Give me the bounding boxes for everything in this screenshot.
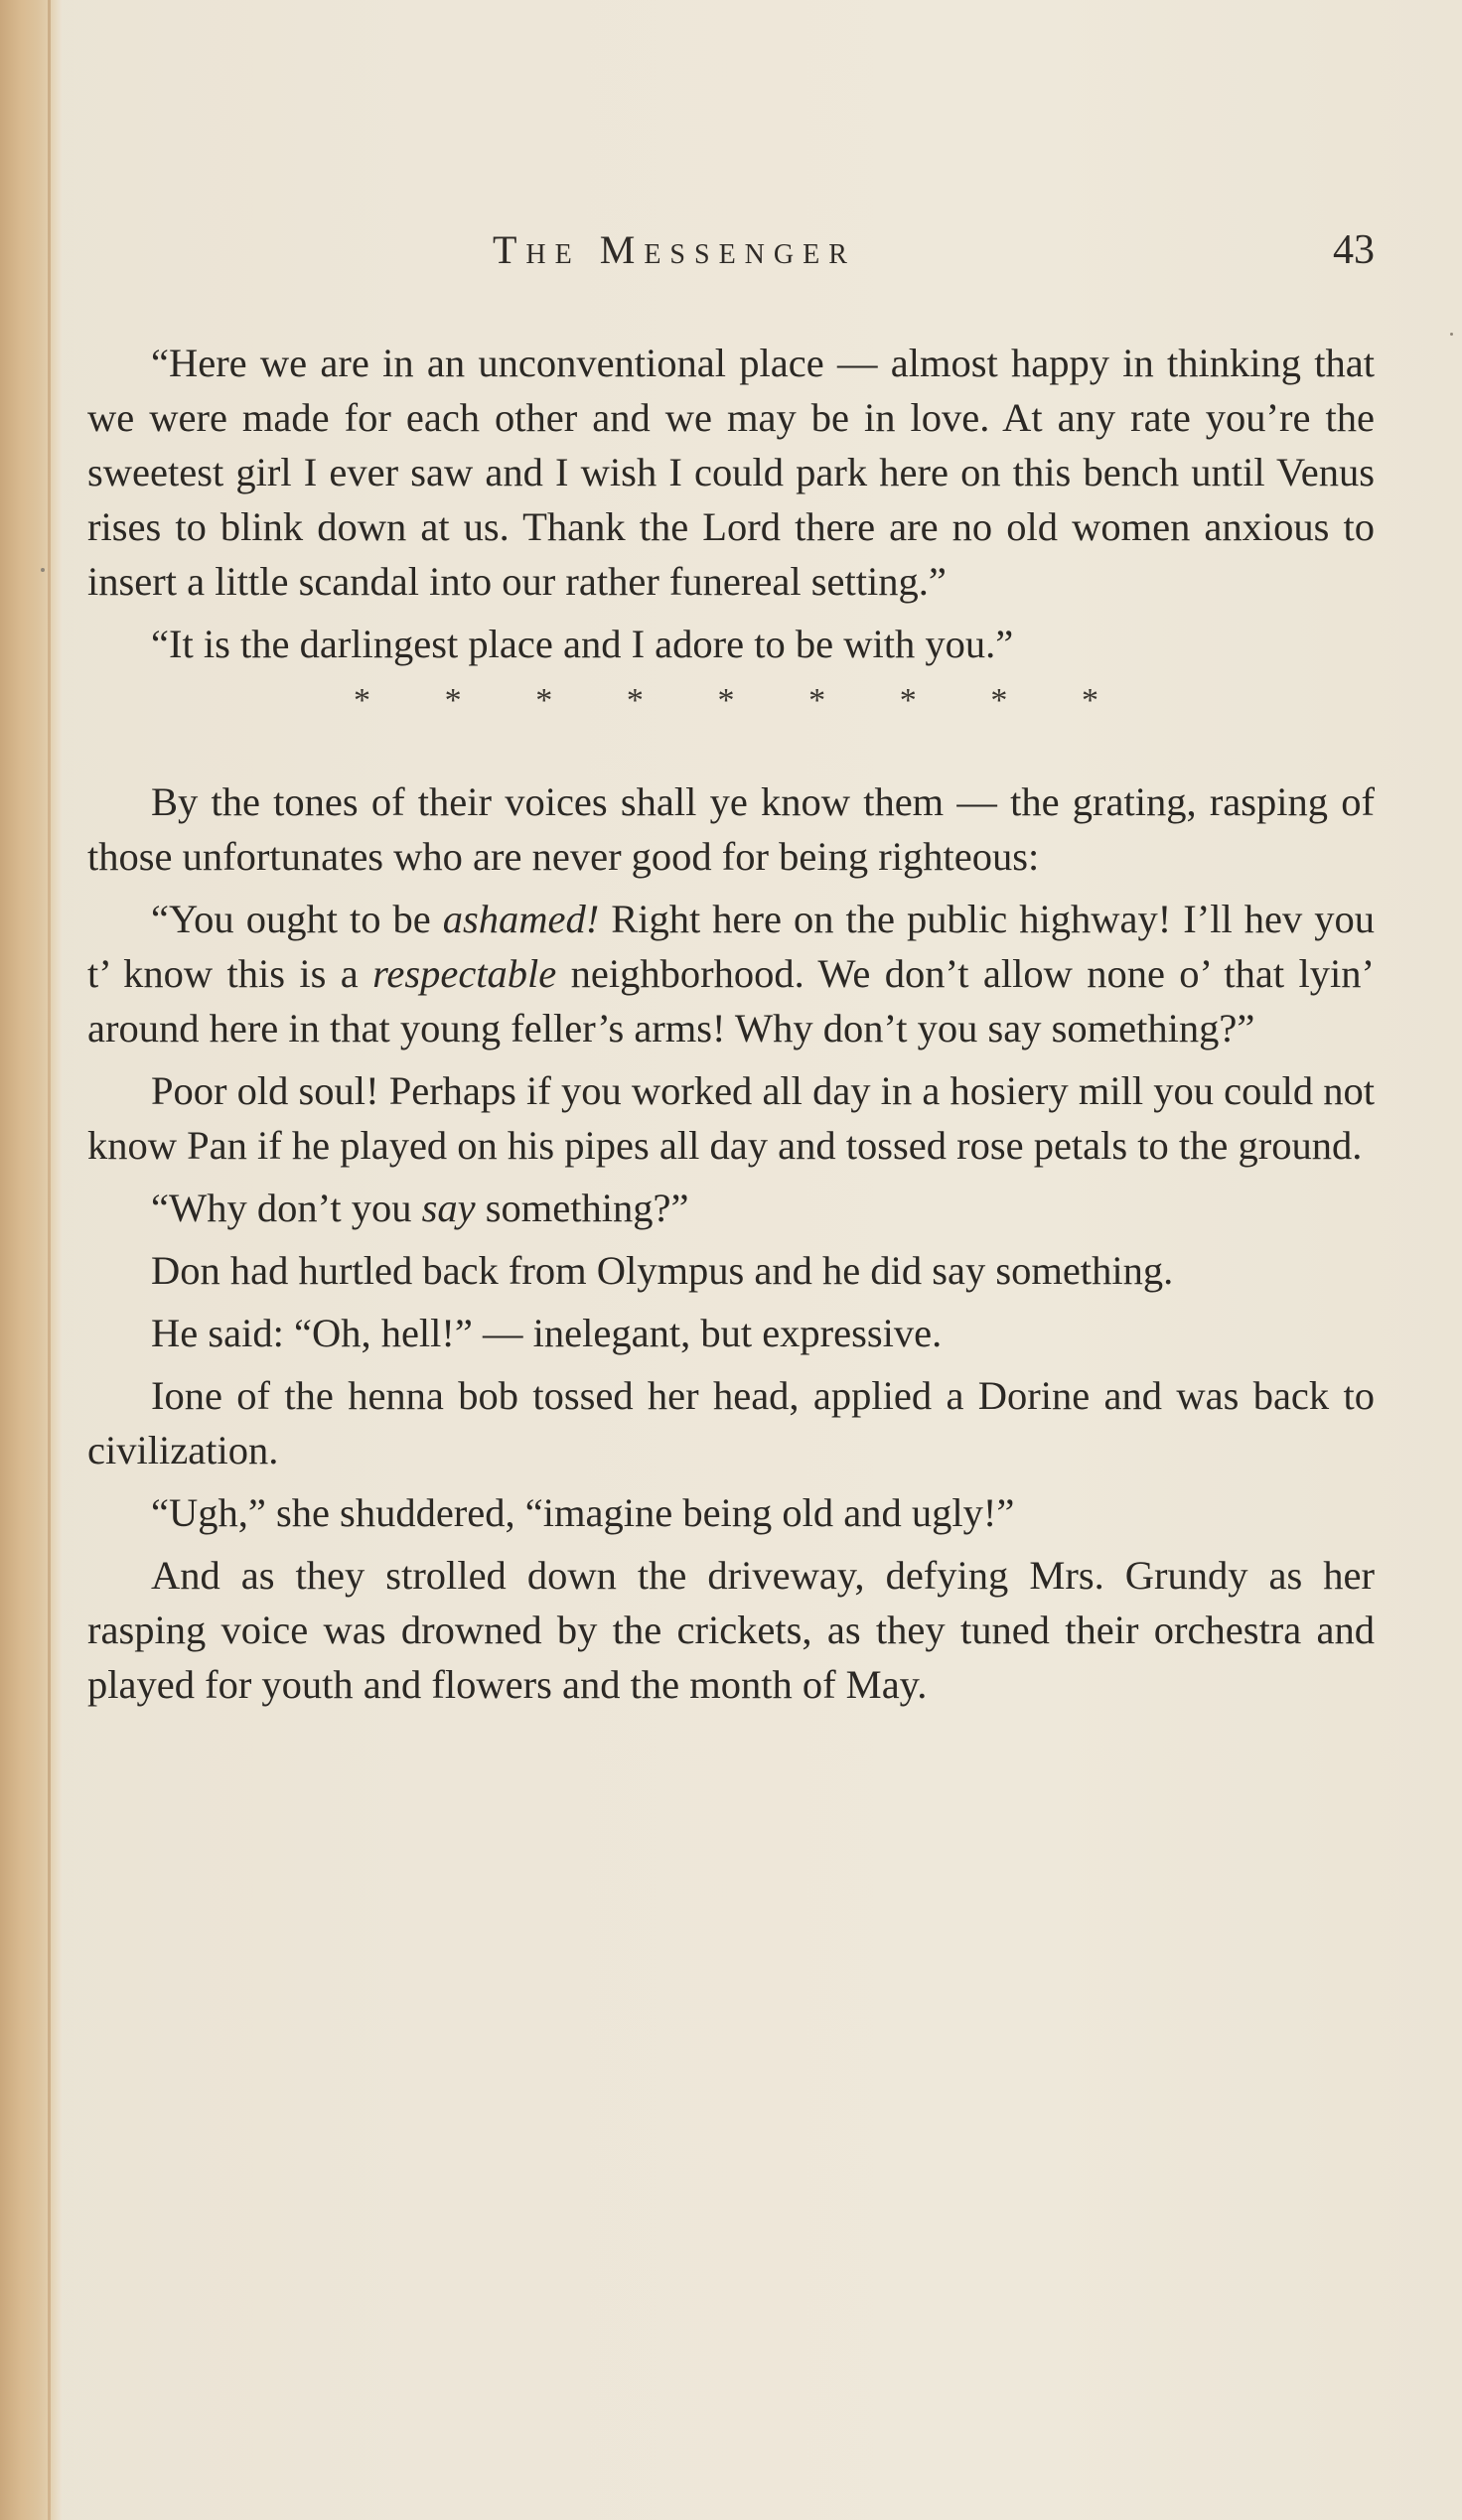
paragraph: “Here we are in an unconventional place — almost happy in thinking that we were made for each other and we may be in love. At any rate you’re the sweetest girl I ever saw and I wish I could park here on this bench until Venus rises to blink down at us. Thank the Lord there are no old women anxious to insert a little scandal into our rather funereal setting.”: [87, 341, 1375, 604]
paragraph: And as they strolled down the driveway, defying Mrs. Grundy as her rasping voice was drowned by the crickets, as they tuned their orchestra and played for youth and flowers and the month of May.: [87, 1553, 1375, 1707]
asterisk: *: [808, 682, 826, 719]
asterisk: *: [990, 682, 1008, 719]
running-title: The Messenger: [493, 227, 856, 272]
text-run: something?”: [475, 1186, 689, 1230]
paragraph: “Ugh,” she shuddered, “imagine being old and ugly!”: [151, 1490, 1015, 1535]
asterisk: *: [1082, 682, 1098, 719]
asterisk: *: [354, 682, 370, 719]
paragraph: By the tones of their voices shall ye know them — the grating, rasping of those unfortunates who are never good for being righteous:: [87, 779, 1375, 879]
running-header: [87, 226, 1375, 282]
asterisk: *: [899, 682, 917, 719]
text-run: Right here on the public highway! I’ll hev you t’ know this is a: [87, 897, 1375, 996]
paper-speck: [1450, 333, 1453, 336]
book-spine-edge: [0, 0, 62, 2520]
section-break-asterisks: [354, 679, 1098, 723]
italic-text: respectable: [372, 951, 557, 996]
asterisk: *: [535, 682, 553, 719]
text-run: “You ought to be: [151, 897, 443, 941]
paragraph: Poor old soul! Perhaps if you worked all day in a hosiery mill you could not know Pan if he played on his pipes all day and tossed rose petals to the ground.: [87, 1068, 1375, 1168]
paragraph: He said: “Oh, hell!” — inelegant, but expressive.: [151, 1311, 943, 1355]
paragraph: “It is the darlingest place and I adore to be with you.”: [151, 622, 1014, 666]
paragraph: [87, 1181, 1375, 1235]
asterisk: *: [444, 682, 462, 719]
page-number: 43: [1333, 227, 1375, 273]
italic-text: ashamed!: [442, 897, 600, 941]
spine-shadow: [48, 0, 51, 2520]
paragraph: Don had hurtled back from Olympus and he did say something.: [151, 1248, 1174, 1293]
text-run: “Why don’t you: [151, 1186, 422, 1230]
text-run: neighborhood. We don’t allow none o’ that lyin’ around here in that young feller’s arms! Why don’t you say something?”: [87, 951, 1375, 1050]
asterisk: *: [626, 682, 644, 719]
paragraph: Ione of the henna bob tossed her head, applied a Dorine and was back to civilization.: [87, 1373, 1375, 1472]
paper-speck: [41, 568, 45, 572]
body-text: [87, 336, 1375, 1720]
asterisk: *: [717, 682, 735, 719]
paragraph: [87, 892, 1375, 1055]
italic-text: say: [421, 1186, 476, 1230]
